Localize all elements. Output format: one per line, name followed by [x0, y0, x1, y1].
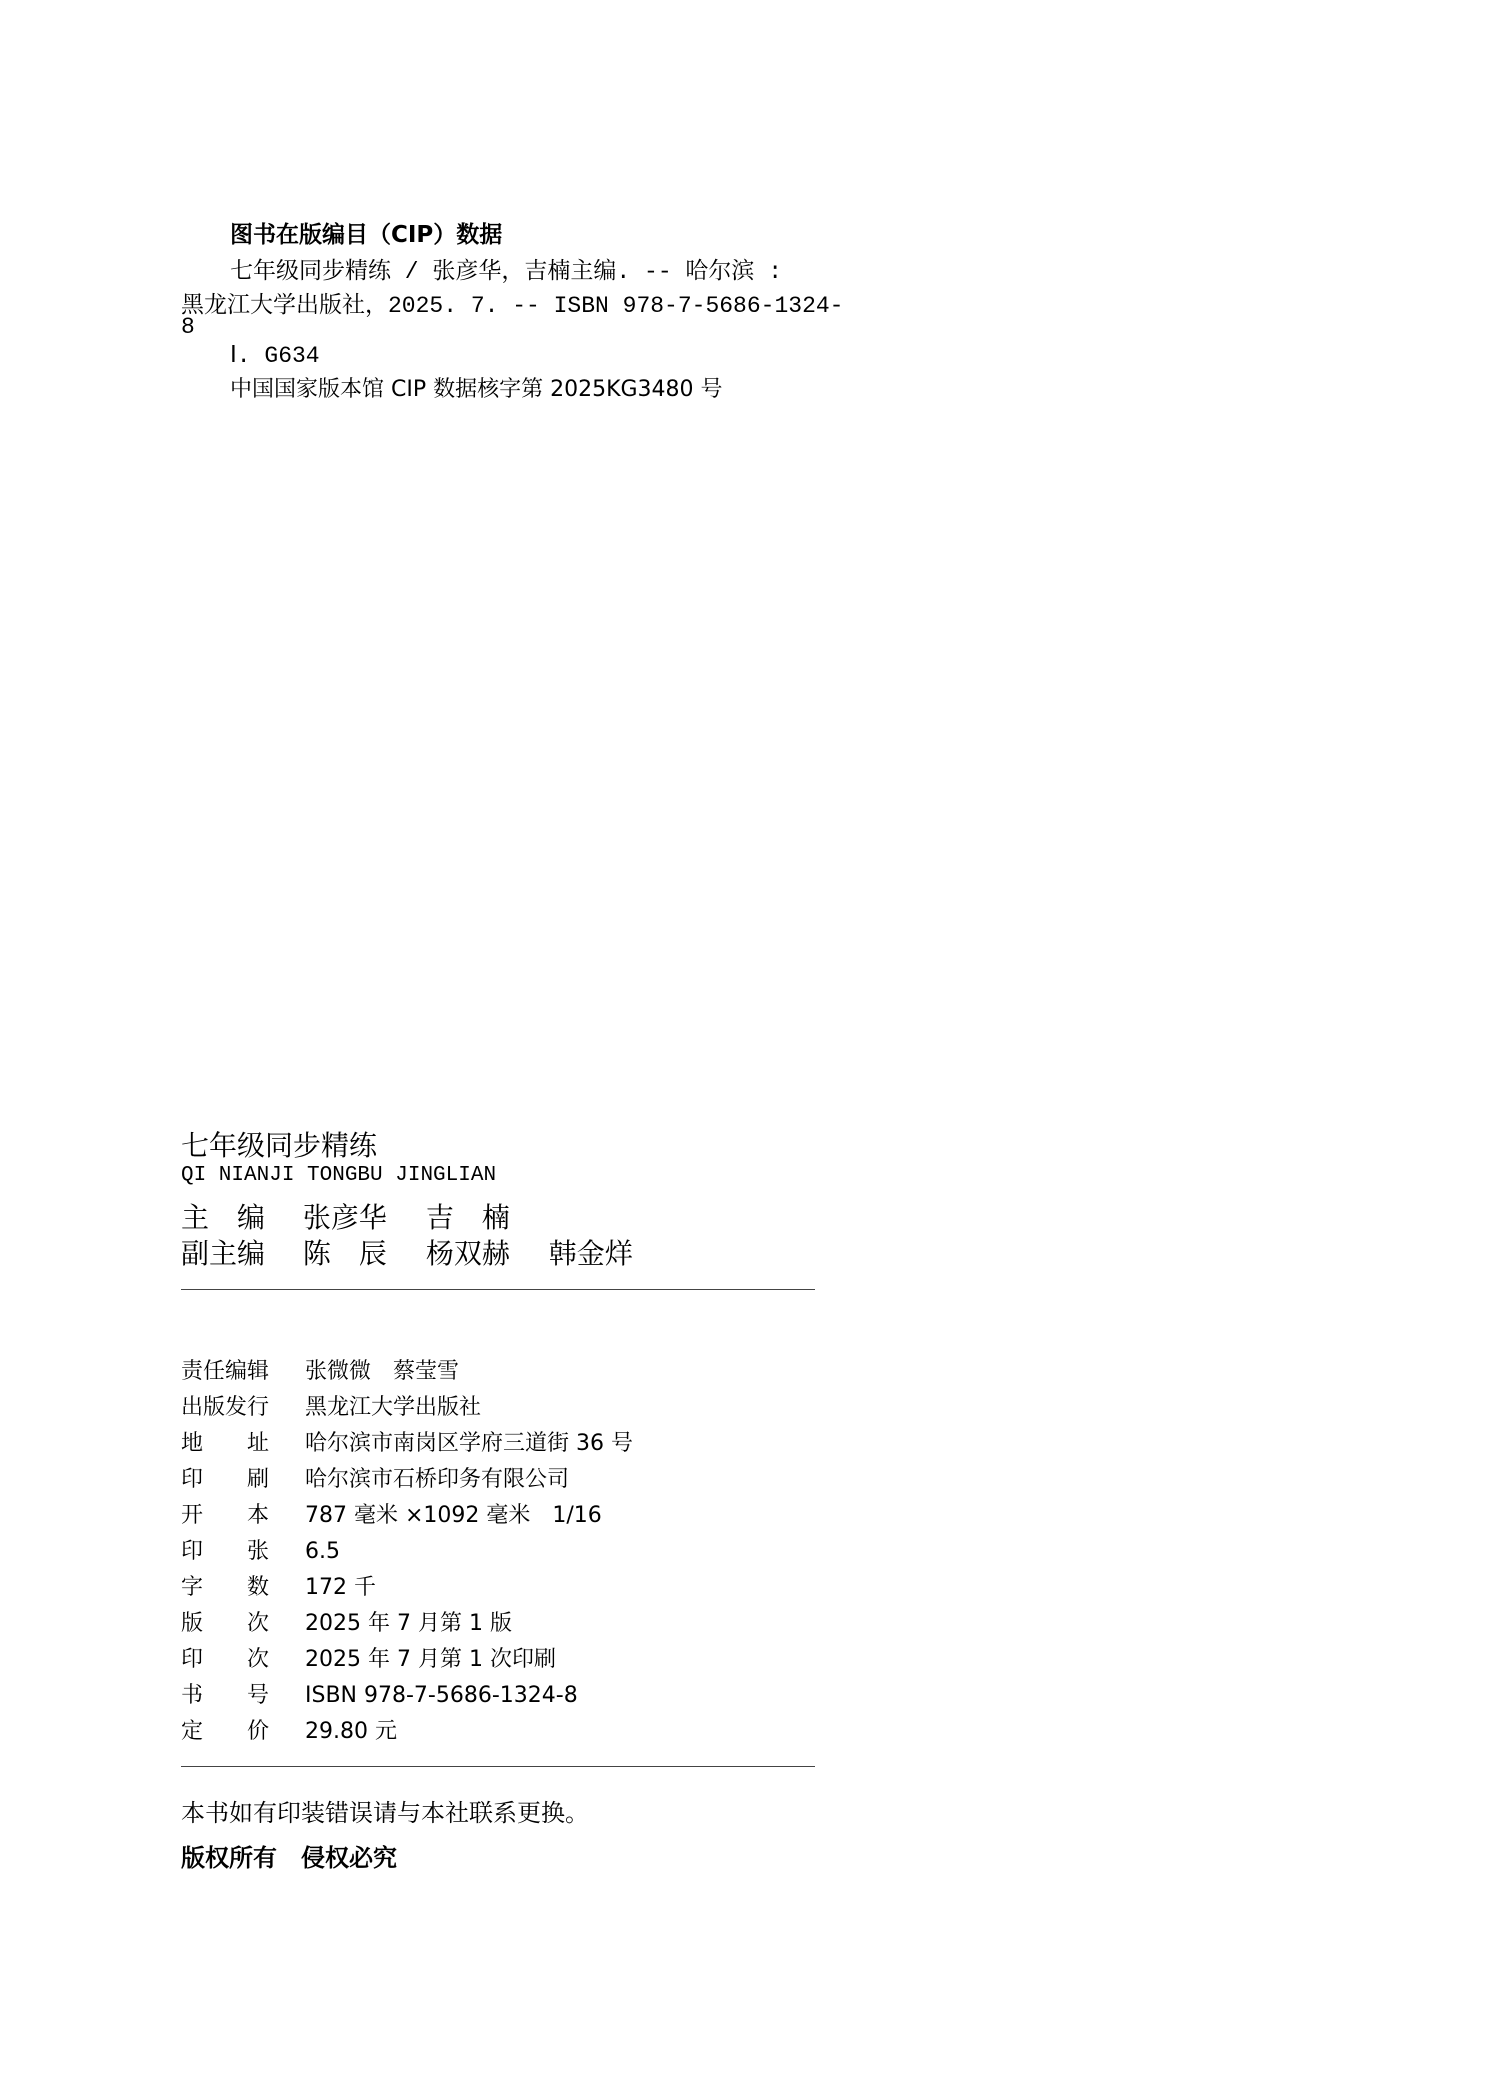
detail-row [181, 1498, 602, 1529]
chief-editor-label: 主 编 [181, 1201, 266, 1234]
divider-bottom [181, 1766, 815, 1767]
detail-label: 地 址 [181, 1431, 270, 1456]
book-title: 七年级同步精练 [181, 1129, 378, 1162]
detail-row [181, 1714, 397, 1745]
cip-line-3: 8 [181, 314, 195, 340]
cip-classification: Ⅰ. G634 [230, 343, 320, 369]
detail-row [181, 1570, 376, 1601]
detail-row [181, 1678, 578, 1709]
cip-record-number: 中国国家版本馆 CIP 数据核字第 2025KG3480 号 [230, 377, 723, 402]
chief-editor-name: 吉 楠 [425, 1201, 510, 1234]
detail-value: 哈尔滨市石桥印务有限公司 [305, 1467, 570, 1492]
deputy-editor-name: 陈 辰 [302, 1237, 387, 1270]
detail-value: 29.80 元 [305, 1719, 397, 1744]
detail-row [181, 1426, 633, 1457]
detail-value: 787 毫米 ×1092 毫米 1/16 [305, 1503, 602, 1528]
chief-editor-name: 张彦华 [302, 1201, 387, 1234]
copyright-notice: 版权所有 侵权必究 [181, 1844, 397, 1872]
detail-value: 2025 年 7 月第 1 版 [305, 1611, 512, 1636]
book-title-pinyin: QI NIANJI TONGBU JINGLIAN [181, 1164, 497, 1187]
replacement-note: 本书如有印装错误请与本社联系更换。 [181, 1799, 589, 1827]
detail-value: 哈尔滨市南岗区学府三道街 36 号 [305, 1431, 633, 1456]
detail-row [181, 1642, 556, 1673]
detail-value: 张微微 蔡莹雪 [305, 1359, 460, 1384]
cip-title: 图书在版编目（CIP）数据 [230, 222, 503, 248]
detail-value: 2025 年 7 月第 1 次印刷 [305, 1647, 556, 1672]
detail-value: 172 千 [305, 1575, 376, 1600]
detail-row [181, 1606, 512, 1637]
detail-label: 印 张 [181, 1539, 270, 1564]
cip-line-1: 七年级同步精练 / 张彦华，吉楠主编. -- 哈尔滨 : [230, 259, 783, 285]
deputy-editor-row [181, 1232, 663, 1272]
detail-value: ISBN 978-7-5686-1324-8 [305, 1683, 578, 1708]
detail-row [181, 1534, 340, 1565]
deputy-editor-name: 杨双赫 [425, 1237, 510, 1270]
detail-value: 6.5 [305, 1539, 340, 1564]
chief-editor-row [181, 1196, 540, 1236]
deputy-editor-label: 副主编 [181, 1237, 266, 1270]
detail-label: 出版发行 [181, 1395, 270, 1420]
cip-line-2: 黑龙江大学出版社，2025. 7. -- ISBN 978-7-5686-1324- [181, 293, 844, 319]
detail-label: 字 数 [181, 1575, 270, 1600]
detail-label: 印 次 [181, 1647, 270, 1672]
detail-label: 书 号 [181, 1683, 270, 1708]
detail-row [181, 1390, 481, 1421]
detail-row [181, 1462, 569, 1493]
detail-label: 开 本 [181, 1503, 270, 1528]
detail-row [181, 1354, 459, 1385]
detail-label: 定 价 [181, 1719, 270, 1744]
detail-label: 印 刷 [181, 1467, 270, 1492]
divider-top [181, 1289, 815, 1290]
deputy-editor-name: 韩金烊 [548, 1237, 633, 1270]
detail-label: 责任编辑 [181, 1359, 270, 1384]
detail-value: 黑龙江大学出版社 [305, 1395, 482, 1420]
detail-label: 版 次 [181, 1611, 270, 1636]
